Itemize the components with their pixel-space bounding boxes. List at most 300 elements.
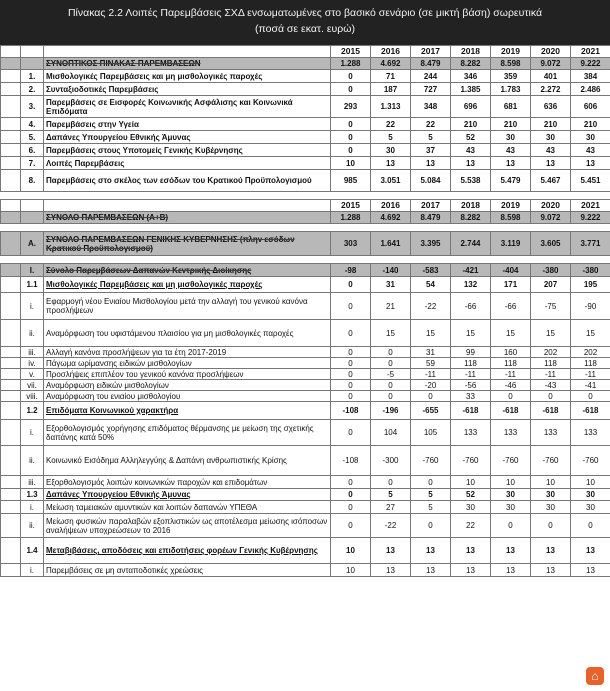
- value-cell-2019: 30: [491, 501, 531, 514]
- value-cell-2020: 10: [531, 476, 571, 489]
- value-cell-2020: 636: [531, 96, 571, 118]
- row-label: [44, 224, 331, 232]
- table-row: [1, 212, 610, 224]
- value-cell-2017: 5: [411, 131, 451, 144]
- value-cell-2015: 0: [331, 391, 371, 402]
- table-row: [1, 489, 610, 501]
- row-label: Κοινωνικό Εισόδημα Αλληλεγγύης & Δαπάνη ανθρωπιστικής Κρίσης: [44, 446, 331, 476]
- value-cell-2019: -46: [491, 380, 531, 391]
- value-cell-2018: 2.744: [451, 232, 491, 256]
- value-cell-2015: 0: [331, 144, 371, 157]
- table-row: [1, 58, 610, 70]
- value-cell-2015: 1.288: [331, 58, 371, 70]
- row-marker-cell: [1, 293, 21, 320]
- row-label: ΣΥΝΟΠΤΙΚΟΣ ΠΙΝΑΚΑΣ ΠΑΡΕΜΒΑΣΕΩΝ: [44, 58, 331, 70]
- row-label: Λοιπές Παρεμβάσεις: [44, 157, 331, 170]
- row-label: ΣΥΝΟΛΟ ΠΑΡΕΜΒΑΣΕΩΝ ΓΕΝΙΚΗΣ ΚΥΒΕΡΝΗΣΗΣ (πλην εσόδων Κρατικού Προϋπολογισμού): [44, 232, 331, 256]
- value-cell-2019: 160: [491, 347, 531, 358]
- table-row: [1, 293, 610, 320]
- value-cell-2016: 71: [371, 70, 411, 83]
- value-cell-2017: [411, 224, 451, 232]
- value-cell-2017: -11: [411, 369, 451, 380]
- row-index: [21, 58, 44, 70]
- spacer-row: [1, 192, 610, 200]
- value-cell-2015: 0: [331, 501, 371, 514]
- row-index: iii.: [21, 347, 44, 358]
- row-index: i.: [21, 501, 44, 514]
- value-cell-2021: 9.222: [571, 212, 610, 224]
- row-label: Μεταβιβάσεις, αποδόσεις και επιδοτήσεις φορέων Γενικής Κυβέρνησης: [44, 538, 331, 564]
- row-index: 3.: [21, 96, 44, 118]
- row-label: Μείωση φυσικών παραλαβών εξοπλιστικών ως αποτέλεσμα μείωσης ισόποσων αναλήψεων υποχρεώσεων το 2016: [44, 514, 331, 538]
- value-cell-2021: 3.771: [571, 232, 610, 256]
- value-cell-2021: 384: [571, 70, 610, 83]
- value-cell-2019: [491, 224, 531, 232]
- row-marker-cell: [1, 144, 21, 157]
- value-cell-2018: 8.282: [451, 58, 491, 70]
- value-cell-2021: 118: [571, 358, 610, 369]
- value-cell-2018: 210: [451, 118, 491, 131]
- value-cell-2020: -380: [531, 264, 571, 277]
- value-cell-2019: 1.783: [491, 83, 531, 96]
- value-cell-2019: 13: [491, 564, 531, 577]
- value-cell-2017: 5.084: [411, 170, 451, 192]
- row-marker-cell: [1, 369, 21, 380]
- row-index: i.: [21, 564, 44, 577]
- row-label: Μισθολογικές Παρεμβάσεις και μη μισθολογικές παροχές: [44, 277, 331, 293]
- table-row: [1, 131, 610, 144]
- row-marker-cell: [1, 83, 21, 96]
- value-cell-2019: -404: [491, 264, 531, 277]
- table-row: [1, 538, 610, 564]
- value-cell-2016: [371, 192, 411, 200]
- value-cell-2016: 2016: [371, 46, 411, 58]
- value-cell-2021: 10: [571, 476, 610, 489]
- row-marker-cell: [1, 256, 21, 264]
- value-cell-2015: 10: [331, 564, 371, 577]
- row-index: ii.: [21, 446, 44, 476]
- row-index: v.: [21, 369, 44, 380]
- value-cell-2020: 133: [531, 420, 571, 446]
- value-cell-2019: -66: [491, 293, 531, 320]
- value-cell-2019: -760: [491, 446, 531, 476]
- table-row: [1, 264, 610, 277]
- value-cell-2018: 13: [451, 538, 491, 564]
- value-cell-2015: 985: [331, 170, 371, 192]
- value-cell-2016: 4.692: [371, 58, 411, 70]
- value-cell-2018: -421: [451, 264, 491, 277]
- row-label: Δαπάνες Υπουργείου Εθνικής Άμυνας: [44, 489, 331, 501]
- value-cell-2015: [331, 224, 371, 232]
- value-cell-2016: 4.692: [371, 212, 411, 224]
- value-cell-2021: 2021: [571, 46, 610, 58]
- value-cell-2020: 2020: [531, 200, 571, 212]
- row-label: Παρεμβάσεις σε μη ανταποδοτικές χρεώσεις: [44, 564, 331, 577]
- value-cell-2021: 13: [571, 538, 610, 564]
- value-cell-2021: -41: [571, 380, 610, 391]
- value-cell-2015: 0: [331, 514, 371, 538]
- value-cell-2016: 5: [371, 489, 411, 501]
- row-index: [21, 212, 44, 224]
- row-marker-cell: [1, 200, 21, 212]
- value-cell-2019: 13: [491, 157, 531, 170]
- value-cell-2016: 30: [371, 144, 411, 157]
- row-index: 1.: [21, 70, 44, 83]
- row-label: Συνταξιοδοτικές Παρεμβάσεις: [44, 83, 331, 96]
- value-cell-2015: -108: [331, 446, 371, 476]
- row-label: [44, 256, 331, 264]
- value-cell-2021: -618: [571, 402, 610, 420]
- row-marker-cell: [1, 320, 21, 347]
- table-row: [1, 277, 610, 293]
- value-cell-2020: 30: [531, 501, 571, 514]
- row-index: 2.: [21, 83, 44, 96]
- value-cell-2021: 13: [571, 157, 610, 170]
- table-row: [1, 369, 610, 380]
- value-cell-2020: 0: [531, 514, 571, 538]
- value-cell-2019: 0: [491, 514, 531, 538]
- value-cell-2017: 59: [411, 358, 451, 369]
- value-cell-2018: 10: [451, 476, 491, 489]
- table-row: [1, 564, 610, 577]
- row-label: Πάγωμα ωρίμανσης ειδικών μισθολογίων: [44, 358, 331, 369]
- value-cell-2017: 0: [411, 514, 451, 538]
- value-cell-2017: 37: [411, 144, 451, 157]
- table-row: [1, 514, 610, 538]
- value-cell-2015: [331, 256, 371, 264]
- row-label: [44, 200, 331, 212]
- row-index: 1.4: [21, 538, 44, 564]
- row-label: Αναμόρφωση ειδικών μισθολογίων: [44, 380, 331, 391]
- value-cell-2021: 9.222: [571, 58, 610, 70]
- value-cell-2020: 43: [531, 144, 571, 157]
- row-index: 4.: [21, 118, 44, 131]
- row-marker-cell: [1, 58, 21, 70]
- row-marker-cell: [1, 489, 21, 501]
- value-cell-2021: -90: [571, 293, 610, 320]
- row-index: i.: [21, 420, 44, 446]
- value-cell-2018: -618: [451, 402, 491, 420]
- value-cell-2017: 5: [411, 501, 451, 514]
- row-index: 7.: [21, 157, 44, 170]
- row-index: iii.: [21, 476, 44, 489]
- value-cell-2016: 22: [371, 118, 411, 131]
- table-row: [1, 118, 610, 131]
- news-site-logo-icon[interactable]: ⌂: [586, 667, 604, 685]
- value-cell-2017: [411, 256, 451, 264]
- value-cell-2015: -98: [331, 264, 371, 277]
- value-cell-2019: 30: [491, 131, 531, 144]
- value-cell-2018: 1.385: [451, 83, 491, 96]
- value-cell-2016: 104: [371, 420, 411, 446]
- table-row: [1, 501, 610, 514]
- value-cell-2015: 0: [331, 358, 371, 369]
- table-row: [1, 476, 610, 489]
- value-cell-2015: 0: [331, 293, 371, 320]
- value-cell-2015: 0: [331, 420, 371, 446]
- value-cell-2016: 2016: [371, 200, 411, 212]
- row-marker-cell: [1, 380, 21, 391]
- value-cell-2017: -655: [411, 402, 451, 420]
- table-row: [1, 170, 610, 192]
- row-index: 5.: [21, 131, 44, 144]
- value-cell-2020: -43: [531, 380, 571, 391]
- row-label: Παρεμβάσεις στην Υγεία: [44, 118, 331, 131]
- value-cell-2015: 0: [331, 347, 371, 358]
- value-cell-2017: 22: [411, 118, 451, 131]
- value-cell-2017: [411, 192, 451, 200]
- row-label: Προσλήψεις επιπλέον του γενικού κανόνα προσλήψεων: [44, 369, 331, 380]
- value-cell-2020: 9.072: [531, 58, 571, 70]
- value-cell-2019: 2019: [491, 200, 531, 212]
- value-cell-2019: 359: [491, 70, 531, 83]
- row-marker-cell: [1, 391, 21, 402]
- row-label: Μισθολογικές Παρεμβάσεις και μη μισθολογικές παροχές: [44, 70, 331, 83]
- value-cell-2017: 8.479: [411, 212, 451, 224]
- value-cell-2018: 346: [451, 70, 491, 83]
- table-row: [1, 420, 610, 446]
- value-cell-2019: [491, 256, 531, 264]
- value-cell-2016: 0: [371, 476, 411, 489]
- value-cell-2020: [531, 192, 571, 200]
- value-cell-2015: 10: [331, 538, 371, 564]
- value-cell-2017: 31: [411, 347, 451, 358]
- value-cell-2018: 13: [451, 157, 491, 170]
- value-cell-2021: 30: [571, 131, 610, 144]
- value-cell-2017: 13: [411, 157, 451, 170]
- value-cell-2018: [451, 256, 491, 264]
- row-marker-cell: [1, 538, 21, 564]
- value-cell-2017: -760: [411, 446, 451, 476]
- row-label: Παρεμβάσεις στο σκέλος των εσόδων του Κρατικού Προϋπολογισμού: [44, 170, 331, 192]
- value-cell-2017: 54: [411, 277, 451, 293]
- value-cell-2016: 0: [371, 358, 411, 369]
- row-index: I.: [21, 264, 44, 277]
- row-marker-cell: [1, 224, 21, 232]
- value-cell-2019: 13: [491, 538, 531, 564]
- row-label: [44, 46, 331, 58]
- value-cell-2015: 0: [331, 131, 371, 144]
- value-cell-2019: 15: [491, 320, 531, 347]
- value-cell-2020: 210: [531, 118, 571, 131]
- value-cell-2015: 0: [331, 476, 371, 489]
- value-cell-2020: -760: [531, 446, 571, 476]
- value-cell-2016: 1.313: [371, 96, 411, 118]
- row-label: Επιδόματα Κοινωνικού χαρακτήρα: [44, 402, 331, 420]
- value-cell-2015: 0: [331, 320, 371, 347]
- value-cell-2017: 15: [411, 320, 451, 347]
- row-marker-cell: [1, 501, 21, 514]
- value-cell-2016: 0: [371, 391, 411, 402]
- value-cell-2015: -108: [331, 402, 371, 420]
- row-marker-cell: [1, 70, 21, 83]
- value-cell-2015: 303: [331, 232, 371, 256]
- value-cell-2017: 13: [411, 538, 451, 564]
- row-marker-cell: [1, 420, 21, 446]
- value-cell-2021: 30: [571, 501, 610, 514]
- row-index: 1.3: [21, 489, 44, 501]
- row-index: vii.: [21, 380, 44, 391]
- row-marker-cell: [1, 277, 21, 293]
- value-cell-2020: 5.467: [531, 170, 571, 192]
- row-label: Μείωση ταμειακών αμυντικών και λοιπών δαπανών ΥΠΕΘΑ: [44, 501, 331, 514]
- row-marker-cell: [1, 564, 21, 577]
- value-cell-2018: 8.282: [451, 212, 491, 224]
- row-index: [21, 192, 44, 200]
- value-cell-2020: -618: [531, 402, 571, 420]
- value-cell-2020: 207: [531, 277, 571, 293]
- value-cell-2015: 0: [331, 70, 371, 83]
- table-title-line1: Πίνακας 2.2 Λοιπές Παρεμβάσεις ΣΧΔ ενσωματωμένες στο βασικό σενάριο (σε μικτή βάση) σωρευτικά: [67, 7, 543, 19]
- value-cell-2016: 3.051: [371, 170, 411, 192]
- spacer-row: [1, 224, 610, 232]
- value-cell-2017: 2017: [411, 46, 451, 58]
- value-cell-2018: 15: [451, 320, 491, 347]
- table-row: [1, 144, 610, 157]
- value-cell-2015: 0: [331, 489, 371, 501]
- table-row: [1, 402, 610, 420]
- value-cell-2016: 5: [371, 131, 411, 144]
- value-cell-2021: [571, 224, 610, 232]
- row-label: ΣΥΝΟΛΟ ΠΑΡΕΜΒΑΣΕΩΝ (Α+Β): [44, 212, 331, 224]
- value-cell-2021: 43: [571, 144, 610, 157]
- table-row: [1, 446, 610, 476]
- value-cell-2016: -196: [371, 402, 411, 420]
- value-cell-2016: -300: [371, 446, 411, 476]
- value-cell-2020: 9.072: [531, 212, 571, 224]
- value-cell-2020: 2020: [531, 46, 571, 58]
- value-cell-2021: 30: [571, 489, 610, 501]
- value-cell-2017: 0: [411, 391, 451, 402]
- row-marker-cell: [1, 118, 21, 131]
- value-cell-2017: 105: [411, 420, 451, 446]
- value-cell-2021: 0: [571, 391, 610, 402]
- row-marker-cell: [1, 402, 21, 420]
- row-index: [21, 256, 44, 264]
- row-index: 1.2: [21, 402, 44, 420]
- value-cell-2017: 2017: [411, 200, 451, 212]
- row-index: ii.: [21, 320, 44, 347]
- value-cell-2019: 133: [491, 420, 531, 446]
- value-cell-2019: 171: [491, 277, 531, 293]
- value-cell-2017: 5: [411, 489, 451, 501]
- value-cell-2021: -380: [571, 264, 610, 277]
- value-cell-2019: 5.479: [491, 170, 531, 192]
- value-cell-2021: [571, 192, 610, 200]
- value-cell-2015: 0: [331, 277, 371, 293]
- value-cell-2018: 132: [451, 277, 491, 293]
- value-cell-2015: 0: [331, 83, 371, 96]
- value-cell-2017: 348: [411, 96, 451, 118]
- value-cell-2020: 15: [531, 320, 571, 347]
- value-cell-2016: 21: [371, 293, 411, 320]
- value-cell-2021: -760: [571, 446, 610, 476]
- value-cell-2020: [531, 256, 571, 264]
- row-marker-cell: [1, 131, 21, 144]
- value-cell-2020: -75: [531, 293, 571, 320]
- value-cell-2016: 1.641: [371, 232, 411, 256]
- value-cell-2019: 2019: [491, 46, 531, 58]
- value-cell-2019: 0: [491, 391, 531, 402]
- row-index: A.: [21, 232, 44, 256]
- value-cell-2016: 187: [371, 83, 411, 96]
- table-row: [1, 96, 610, 118]
- value-cell-2021: 2021: [571, 200, 610, 212]
- row-index: i.: [21, 293, 44, 320]
- value-cell-2020: 401: [531, 70, 571, 83]
- value-cell-2020: 0: [531, 391, 571, 402]
- value-cell-2017: -22: [411, 293, 451, 320]
- value-cell-2021: 5.451: [571, 170, 610, 192]
- value-cell-2021: 15: [571, 320, 610, 347]
- value-cell-2016: -22: [371, 514, 411, 538]
- spacer-row: [1, 256, 610, 264]
- value-cell-2018: 52: [451, 489, 491, 501]
- value-cell-2020: 30: [531, 131, 571, 144]
- value-cell-2021: 202: [571, 347, 610, 358]
- row-marker-cell: [1, 358, 21, 369]
- row-index: [21, 224, 44, 232]
- value-cell-2015: [331, 192, 371, 200]
- row-label: Αλλαγή κανόνα προσλήψεων για τα έτη 2017-2019: [44, 347, 331, 358]
- value-cell-2018: [451, 224, 491, 232]
- value-cell-2019: -11: [491, 369, 531, 380]
- value-cell-2020: 13: [531, 538, 571, 564]
- value-cell-2017: 0: [411, 476, 451, 489]
- row-label: Αναμόρφωση του ενιαίου μισθολογίου: [44, 391, 331, 402]
- value-cell-2019: 30: [491, 489, 531, 501]
- row-marker-cell: [1, 347, 21, 358]
- value-cell-2020: 3.605: [531, 232, 571, 256]
- value-cell-2020: -11: [531, 369, 571, 380]
- value-cell-2021: -11: [571, 369, 610, 380]
- table-row: [1, 232, 610, 256]
- row-marker-cell: [1, 192, 21, 200]
- row-index: viii.: [21, 391, 44, 402]
- table-row: [1, 70, 610, 83]
- value-cell-2021: [571, 256, 610, 264]
- value-cell-2015: 0: [331, 380, 371, 391]
- value-cell-2015: 10: [331, 157, 371, 170]
- value-cell-2018: -66: [451, 293, 491, 320]
- value-cell-2018: 30: [451, 501, 491, 514]
- value-cell-2020: 202: [531, 347, 571, 358]
- value-cell-2018: [451, 192, 491, 200]
- value-cell-2018: 43: [451, 144, 491, 157]
- value-cell-2016: [371, 224, 411, 232]
- value-cell-2017: 13: [411, 564, 451, 577]
- row-label: Παρεμβάσεις στους Υποτομείς Γενικής Κυβέρνησης: [44, 144, 331, 157]
- value-cell-2018: 13: [451, 564, 491, 577]
- value-cell-2021: 2.486: [571, 83, 610, 96]
- value-cell-2018: -11: [451, 369, 491, 380]
- table-title: [0, 0, 610, 45]
- value-cell-2017: 3.395: [411, 232, 451, 256]
- value-cell-2016: 15: [371, 320, 411, 347]
- table-row: [1, 380, 610, 391]
- value-cell-2018: 696: [451, 96, 491, 118]
- table-row: [1, 358, 610, 369]
- row-index: 6.: [21, 144, 44, 157]
- value-cell-2018: -760: [451, 446, 491, 476]
- value-cell-2018: -56: [451, 380, 491, 391]
- value-cell-2020: 13: [531, 564, 571, 577]
- row-index: [21, 200, 44, 212]
- row-label: Εξορθολογισμός χορήγησης επιδόματος θέρμανσης με μείωση της σχετικής δαπάνης κατά 50%: [44, 420, 331, 446]
- value-cell-2018: 22: [451, 514, 491, 538]
- value-cell-2018: 5.538: [451, 170, 491, 192]
- value-cell-2016: 0: [371, 380, 411, 391]
